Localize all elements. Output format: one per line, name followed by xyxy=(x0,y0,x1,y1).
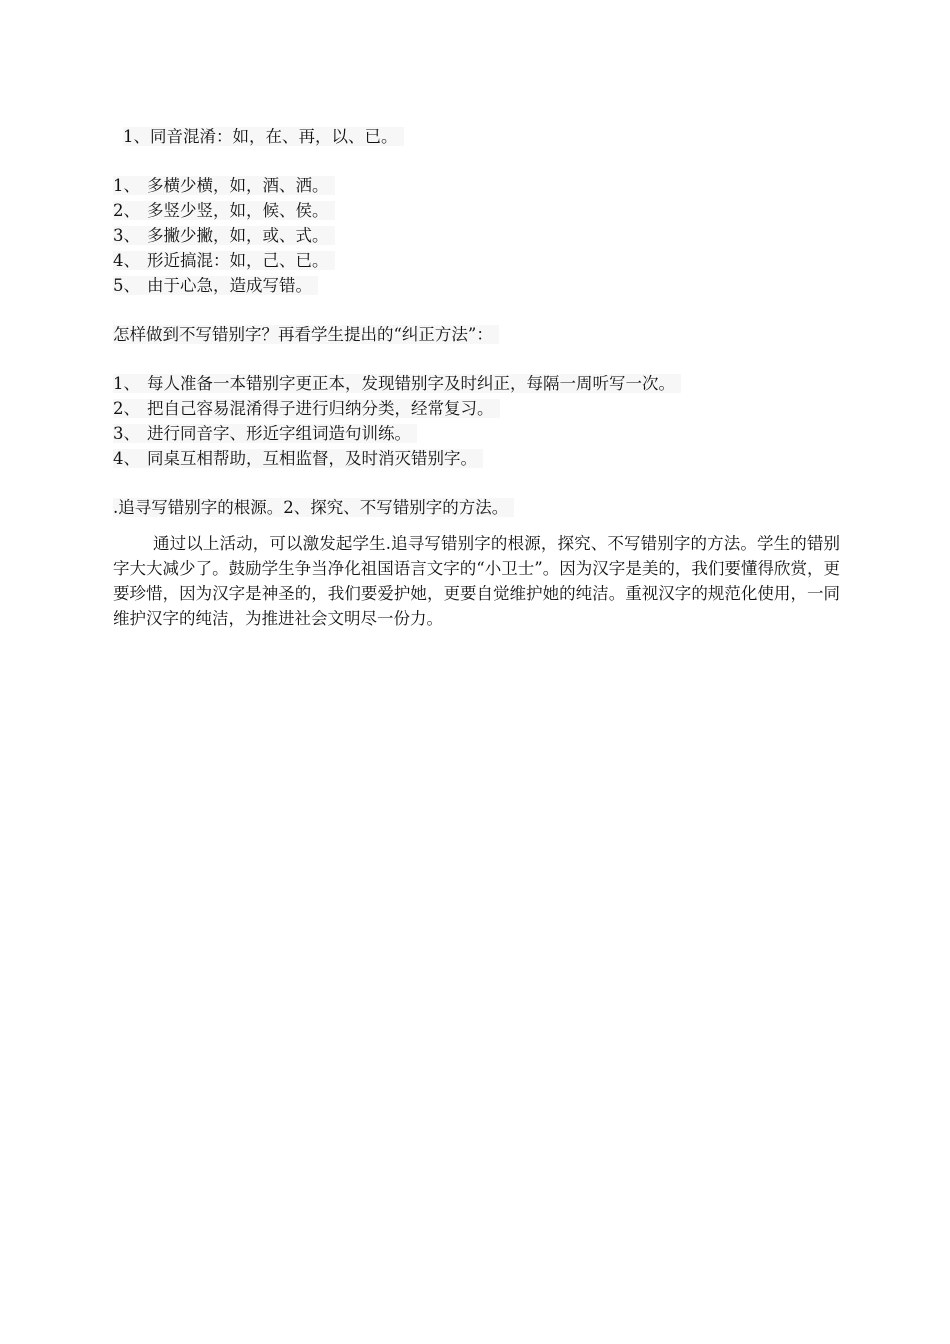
list-item xyxy=(113,223,840,248)
methods-list xyxy=(113,371,840,471)
shape-errors-list xyxy=(113,173,840,298)
intro-text: 1、同音混淆：如，在、再，以、已。 xyxy=(123,127,404,146)
list-item xyxy=(113,421,840,446)
list-item-number: 4、 xyxy=(113,449,140,468)
list-item-text: 把自己容易混淆得子进行归纳分类，经常复习。 xyxy=(147,399,494,418)
list-item-number: 5、 xyxy=(113,276,140,295)
document-body xyxy=(113,124,840,631)
list-item xyxy=(113,248,840,273)
list-item-text: 进行同音字、形近字组词造句训练。 xyxy=(147,424,411,443)
list-item-text: 每人准备一本错别字更正本，发现错别字及时纠正，每隔一周听写一次。 xyxy=(147,374,675,393)
list-item-text: 多横少横，如，酒、洒。 xyxy=(147,176,329,195)
list-item xyxy=(113,446,840,471)
list-item-text: 同桌互相帮助，互相监督，及时消灭错别字。 xyxy=(147,449,477,468)
list-item-text: 形近搞混：如，己、已。 xyxy=(147,251,329,270)
question-text: 怎样做到不写错别字？再看学生提出的“纠正方法”： xyxy=(113,325,499,344)
list-item-number: 1、 xyxy=(113,176,140,195)
list-item-text: 多竖少竖，如，候、侯。 xyxy=(147,201,329,220)
list-item xyxy=(113,371,840,396)
list-item-number: 2、 xyxy=(113,201,140,220)
list-item-number: 3、 xyxy=(113,226,140,245)
spacer xyxy=(113,298,840,322)
list-item xyxy=(113,198,840,223)
spacer xyxy=(113,471,840,495)
spacer xyxy=(113,149,840,173)
list-item-number: 2、 xyxy=(113,399,140,418)
intro-line xyxy=(113,124,840,149)
list-item-text: 多撇少撇，如，或、式。 xyxy=(147,226,329,245)
list-item xyxy=(113,173,840,198)
list-item-text: 由于心急，造成写错。 xyxy=(147,276,312,295)
question-line xyxy=(113,322,840,347)
list-item xyxy=(113,273,840,298)
closing-paragraph: 通过以上活动，可以激发起学生.追寻写错别字的根源，探究、不写错别字的方法。学生的错别字大大减少了。鼓励学生争当净化祖国语言文字的“小卫士”。因为汉字是美的，我们要懂得欣赏，更要珍惜，因为汉字是神圣的，我们要爱护她，更要自觉维护她的纯洁。重视汉字的规范化使用，一同维护汉字的纯洁，为推进社会文明尽一份力。 xyxy=(113,534,840,628)
summary-line xyxy=(113,495,840,520)
summary-text: .追寻写错别字的根源。2、探究、不写错别字的方法。 xyxy=(113,498,514,517)
spacer xyxy=(113,347,840,371)
list-item-number: 3、 xyxy=(113,424,140,443)
list-item xyxy=(113,396,840,421)
list-item-number: 1、 xyxy=(113,374,140,393)
list-item-number: 4、 xyxy=(113,251,140,270)
